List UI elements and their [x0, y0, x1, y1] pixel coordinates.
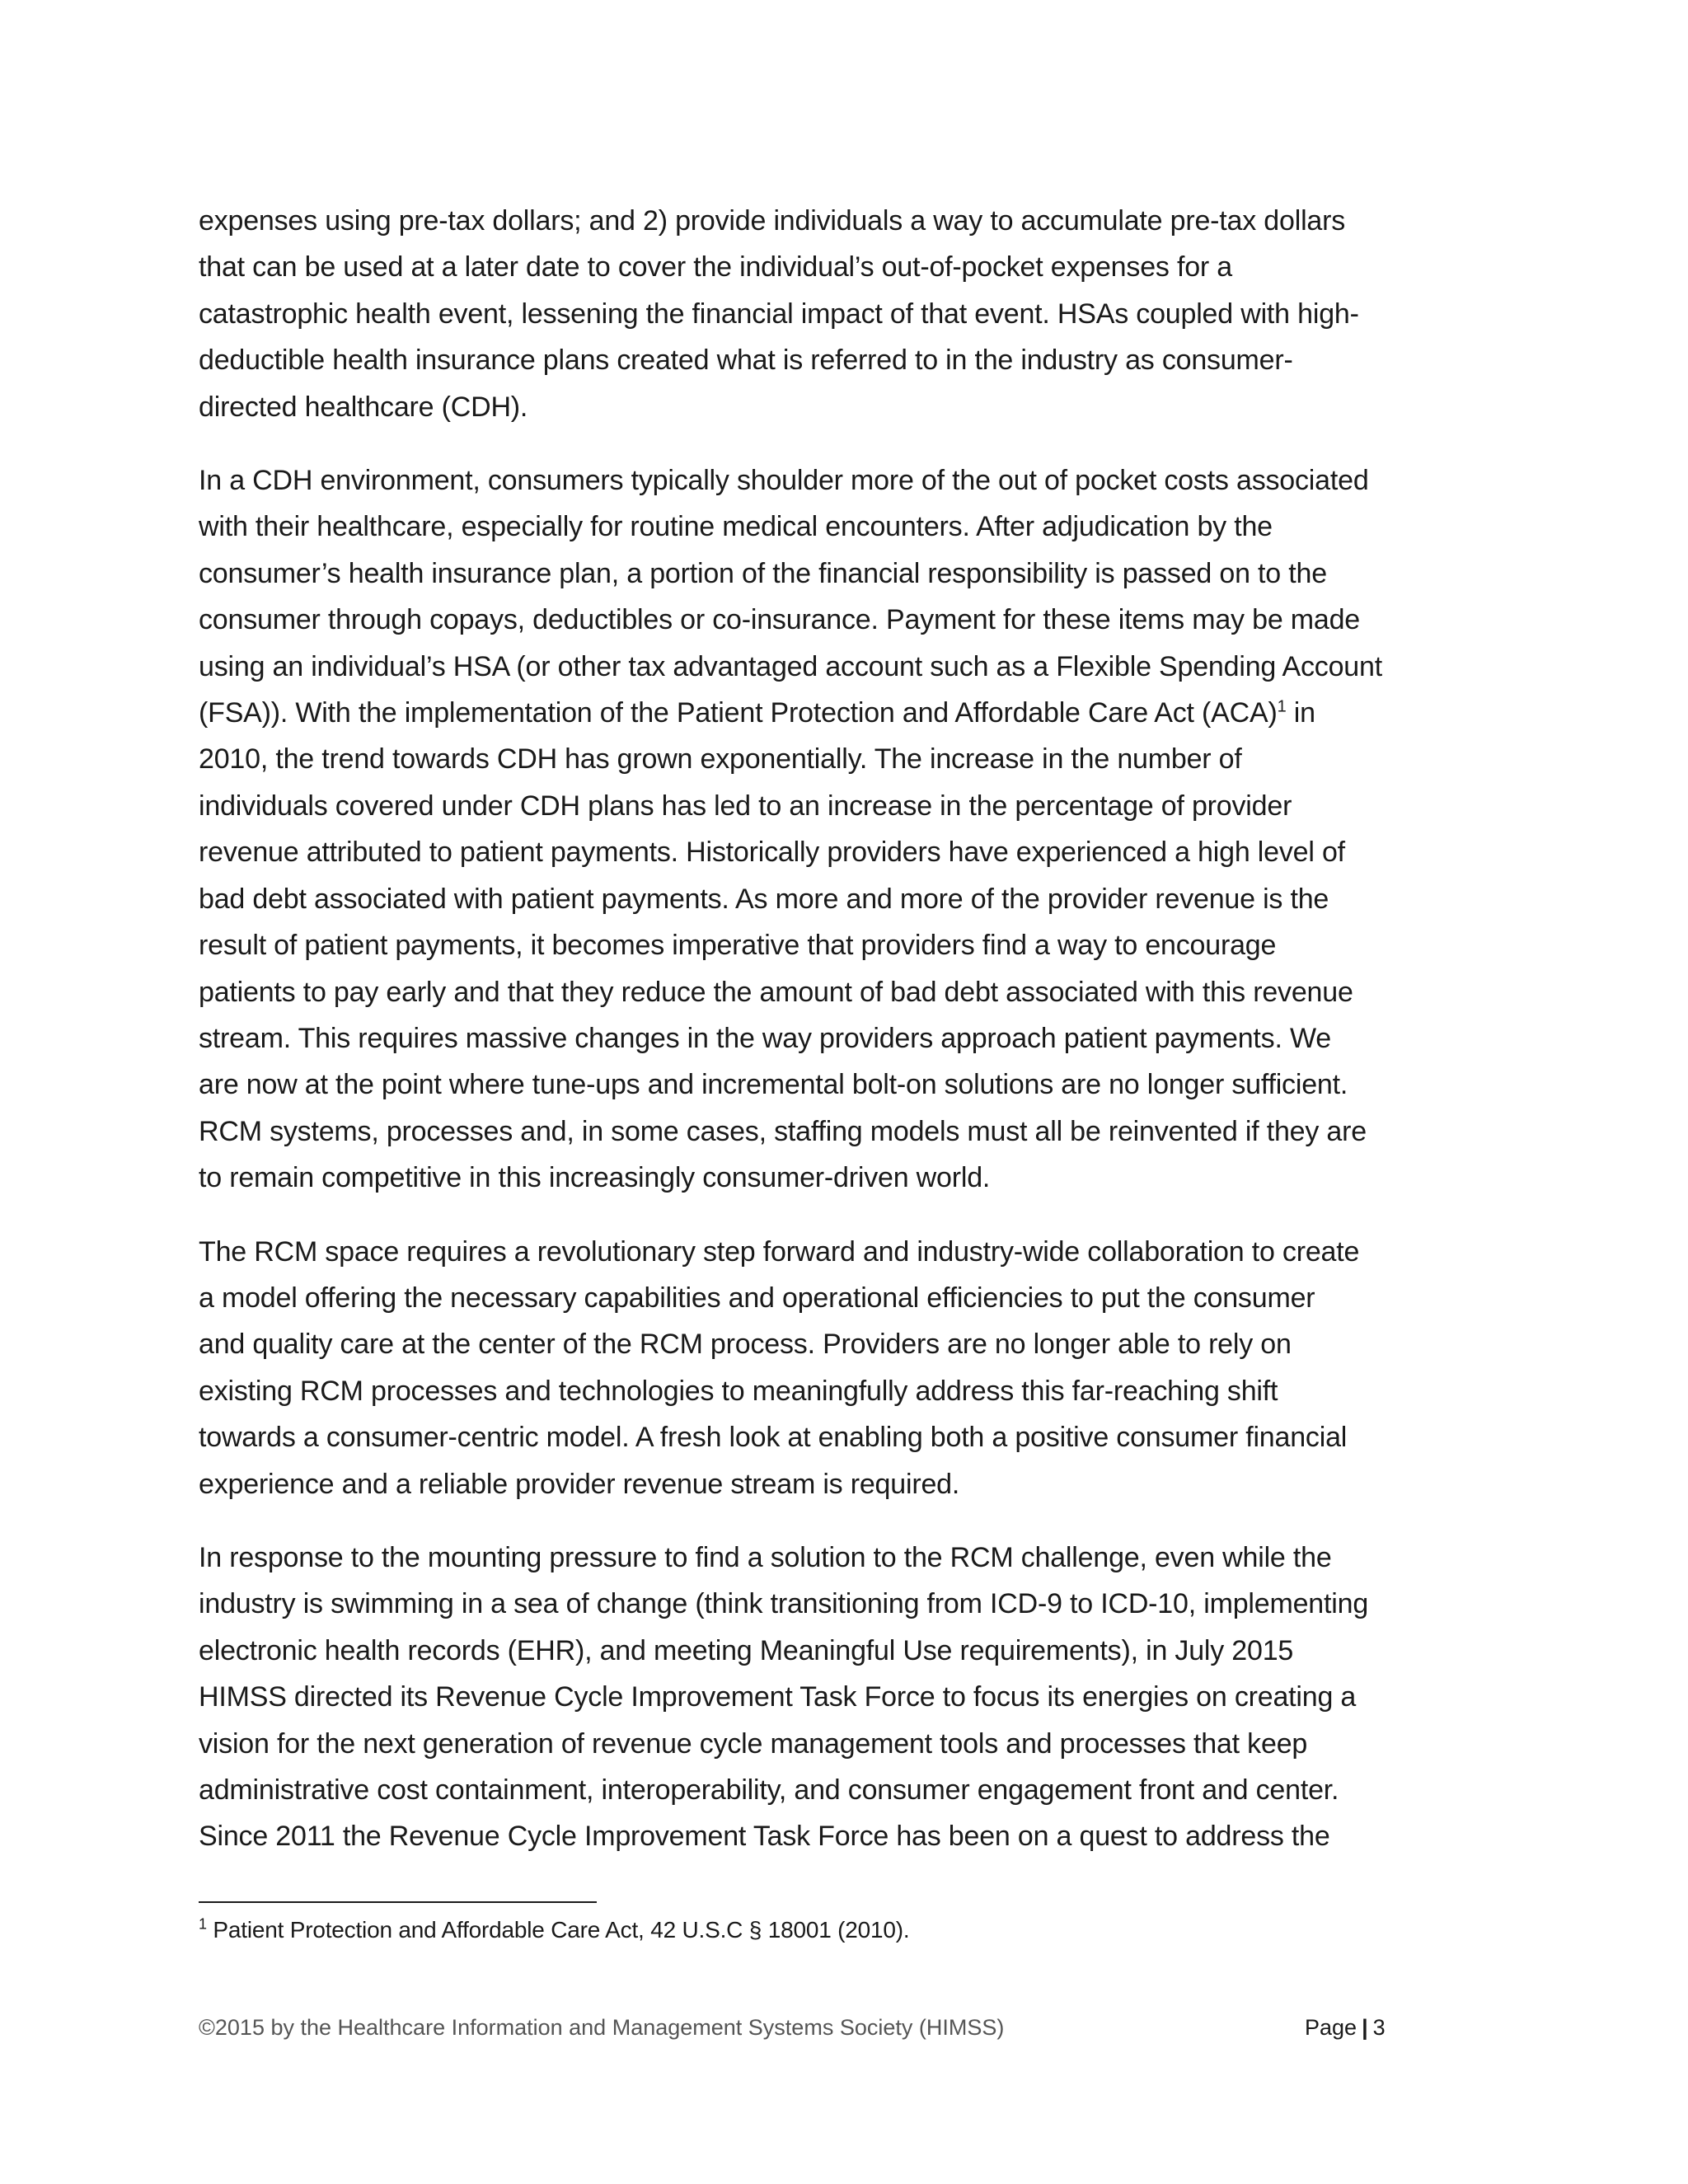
footer-copyright: ©2015 by the Healthcare Information and Management Systems Society (HIMSS) [199, 2015, 1005, 2040]
text-segment: (FSA)). With the implementation of the Patient Protection and Affordable Care Act (ACA) [199, 697, 1278, 729]
text-line: that can be used at a later date to cover the individual’s out-of-pocket expenses for a [199, 251, 1232, 284]
text-segment: in [1286, 697, 1315, 729]
page-label: Page [1305, 2015, 1357, 2040]
text-line: vision for the next generation of revenue cycle management tools and processes that keep [199, 1727, 1308, 1760]
text-line: experience and a reliable provider revenue stream is required. [199, 1468, 960, 1500]
text-line: Since 2011 the Revenue Cycle Improvement Task Force has been on a quest to address the [199, 1821, 1330, 1853]
text-line: electronic health records (EHR), and meeting Meaningful Use requirements), in July 2015 [199, 1634, 1294, 1666]
paragraph-4 [199, 1535, 1493, 1860]
text-line: 2010, the trend towards CDH has grown exponentially. The increase in the number of [199, 743, 1242, 776]
footer-page-number [1305, 2011, 1386, 2044]
text-line: expenses using pre-tax dollars; and 2) provide individuals a way to accumulate pre-tax dollars [199, 205, 1346, 237]
text-line: using an individual’s HSA (or other tax advantaged account such as a Flexible Spending Account [199, 650, 1382, 682]
footnote-marker[interactable]: 1 [1277, 697, 1287, 716]
text-line: administrative cost containment, interoperability, and consumer engagement front and center. [199, 1774, 1339, 1806]
text-line: individuals covered under CDH plans has led to an increase in the percentage of provider [199, 790, 1292, 822]
text-line: industry is swimming in a sea of change (think transitioning from ICD-9 to ICD-10, implementing [199, 1588, 1369, 1620]
text-line: a model offering the necessary capabilities and operational efficiencies to put the consumer [199, 1282, 1315, 1314]
text-line: and quality care at the center of the RCM process. Providers are no longer able to rely on [199, 1329, 1292, 1361]
text-line: patients to pay early and that they reduce the amount of bad debt associated with this revenue [199, 976, 1353, 1008]
page-number: 3 [1372, 2015, 1386, 2040]
paragraph-2 [199, 457, 1493, 1202]
footnote-text: Patient Protection and Affordable Care Act, 42 U.S.C § 18001 (2010). [206, 1917, 910, 1943]
text-line: deductible health insurance plans created what is referred to in the industry as consumer- [199, 344, 1293, 377]
text-line: revenue attributed to patient payments. Historically providers have experienced a high level of [199, 837, 1345, 869]
text-line: In response to the mounting pressure to find a solution to the RCM challenge, even while the [199, 1541, 1332, 1573]
text-line-with-footnote [199, 690, 1493, 736]
text-line: to remain competitive in this increasingly consumer-driven world. [199, 1162, 991, 1194]
text-line: bad debt associated with patient payments. As more and more of the provider revenue is the [199, 883, 1329, 915]
text-line: consumer’s health insurance plan, a portion of the financial responsibility is passed on to the [199, 557, 1327, 589]
footnote-divider [199, 1901, 597, 1903]
text-line: The RCM space requires a revolutionary step forward and industry-wide collaboration to create [199, 1235, 1360, 1268]
text-line: catastrophic health event, lessening the financial impact of that event. HSAs coupled with high- [199, 298, 1359, 330]
paragraph-1 [199, 198, 1493, 430]
text-line: In a CDH environment, consumers typically shoulder more of the out of pocket costs associated [199, 465, 1369, 497]
text-line: directed healthcare (CDH). [199, 391, 528, 423]
body-text [199, 198, 1493, 1887]
text-line: HIMSS directed its Revenue Cycle Improvement Task Force to focus its energies on creating a [199, 1681, 1357, 1713]
text-line: consumer through copays, deductibles or co-insurance. Payment for these items may be made [199, 604, 1361, 636]
paragraph-3 [199, 1229, 1493, 1507]
page-separator: | [1362, 2015, 1368, 2040]
footnote [199, 1914, 909, 1947]
text-line: towards a consumer-centric model. A fresh look at enabling both a positive consumer financial [199, 1422, 1348, 1454]
text-line: stream. This requires massive changes in the way providers approach patient payments. We [199, 1022, 1331, 1054]
text-line: with their healthcare, especially for routine medical encounters. After adjudication by the [199, 511, 1273, 543]
footnote-number: 1 [199, 1915, 207, 1933]
text-line: result of patient payments, it becomes imperative that providers find a way to encourage [199, 930, 1277, 962]
text-line: RCM systems, processes and, in some cases, staffing models must all be reinvented if they are [199, 1115, 1367, 1147]
text-line: are now at the point where tune-ups and incremental bolt-on solutions are no longer sufficient. [199, 1069, 1348, 1101]
text-line: existing RCM processes and technologies to meaningfully address this far-reaching shift [199, 1375, 1278, 1407]
